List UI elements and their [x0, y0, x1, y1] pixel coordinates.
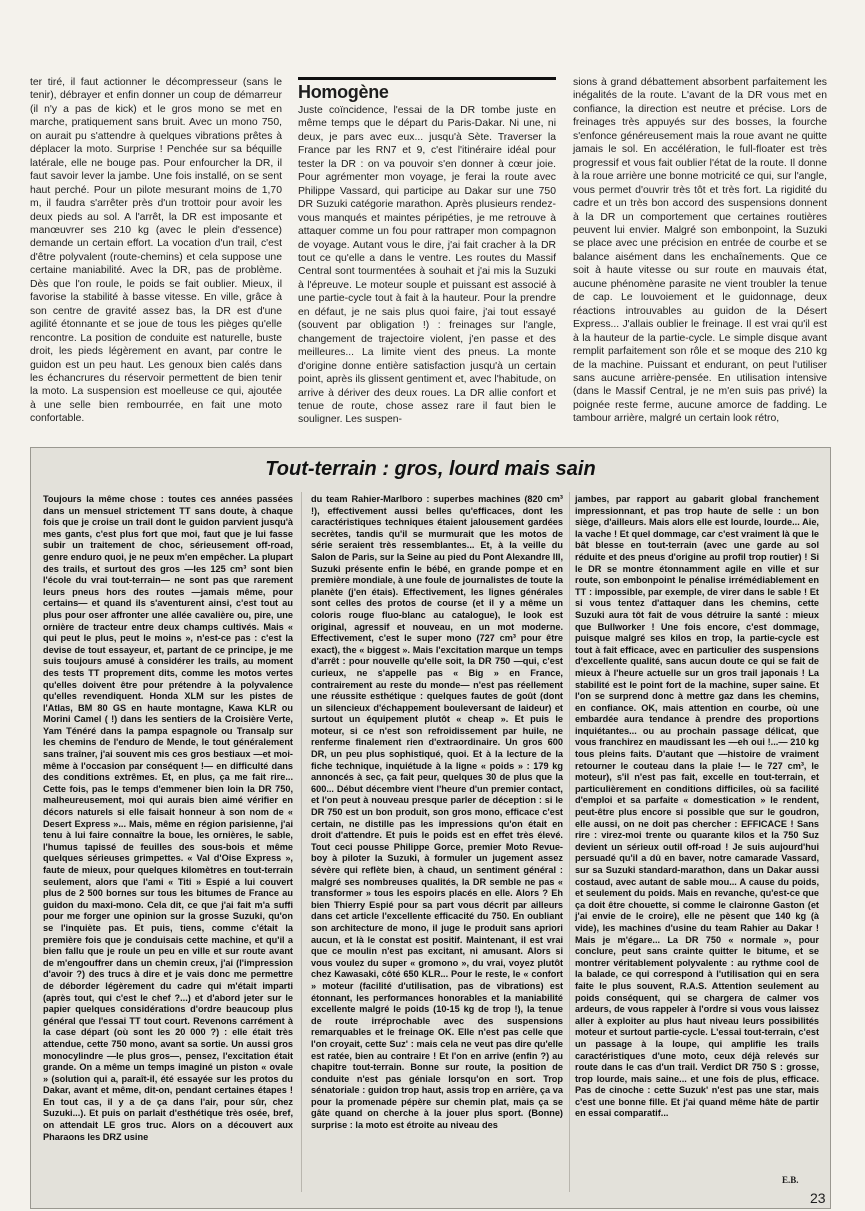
column-divider — [569, 492, 570, 1192]
sidebar-column-2 — [311, 494, 563, 1132]
article-text-col3: sions à grand débattement absorbent parfaitement les inégalités de la route. L'avant de la DR vous met en confiance, la direction est neutre et précise. Lors de freinages très appuyés sur des bosses, la fourche s'enfonce généreusement mais la roue avant ne quitte jamais le sol. En accélération, le full-floater est très progressif et vous fait oublier l'état de la route. Il donne à la roue arrière une bonne motricité ce qui, sur l'angle, vous permet d'ouvrir très tôt et très fort. La rigidité du cadre et un très bon accord des suspensions donnent à la DR un comportement que certaines routières peuvent lui envier. Malgré son embonpoint, la Suzuki se place avec une précision en entrée de courbe et se balance aisément dans les enchaînements. Que ce soit à haute vitesse ou sur route en mauvais état, aucune phénomène parasite ne vient troubler la tenue de cap. Le louvoiement et le guidonnage, deux réactions introuvables au guidon de la Désert Express... J'allais oublier le freinage. Il est vrai qu'il est à la hauteur de la partie-cycle. Le simple disque avant remplit parfaitement son rôle et se moque des 210 kg de la machine. Puissant et endurant, on peut l'utiliser sans aucune arrière-pensée. En utilisation intensive (dans le Massif Central, je ne m'en suis pas privé) la poignée reste ferme, aucune amorce de fadding. Le tambour arrière, malgré un certain look rétro, — [573, 77, 827, 425]
article-text-col2: Juste coïncidence, l'essai de la DR tombe juste en même temps que le départ du Paris-Dakar. Ni une, ni deux, je pars avec eux... jusqu'à Sète. Traverser la France par les RN7 et 9, c'est l'itinéraire idéal pour tester la DR : on va pouvoir s'en donner à cœur joie. Pour agrémenter mon voyage, je ferai la route avec Philippe Vassard, qui participe au Dakar sur une 750 DR Suzuki catégorie marathon. Après plusieurs rendez-vous manqués et maintes péripéties, je me retrouve à attaquer comme un fou pour rattraper mon compagnon de voyage. Autant vous le dire, j'ai fait cracher à la DR tout ce qu'elle a dans le ventre. Les routes du Massif Central sont tourmentées à souhait et j'ai mis la Suzuki à l'épreuve. Le moteur souple et puissant est associé à une partie-cycle tout à fait à la hauteur. Pour la prendre en défaut, je ne sais plus quoi faire, j'ai tout essayé (souvent par obligation !) : freinages sur l'angle, changement de trajectoire violent, j'en passe et des meilleures... La limite vient des pneus. La monte d'origine donne entière satisfaction jusqu'à un certain point, après ils glissent gentiment et, avec l'habitude, on arrive à dériver des deux roues. La DR allie confort et tenue de route, chose assez rare il faut bien le souligner. Les suspen- — [298, 105, 556, 426]
section-heading-text: Homogène — [298, 82, 389, 102]
article-column-3 — [573, 76, 827, 426]
author-signature: E.B. — [782, 1175, 799, 1185]
sidebar-column-1 — [43, 494, 293, 1143]
column-divider — [301, 492, 302, 1192]
article-text-col1: ter tiré, il faut actionner le décompresseur (sans le tenir), débrayer et enfin donner un coup de démarreur (il n'y a pas de kick) et le gros mono se met en marche, pratiquement sans bruit. Avec un mono 750, on aurait pu s'attendre à quelques vibrations prêtes à déplacer la moto. Surprise ! Penchée sur sa béquille latérale, elle ne bouge pas. Pour enfourcher la DR, il faut savoir lever la jambe. Une fois installé, on se sent haut perché. Pour un pilote mesurant moins de 1,70 m, il faudra s'arrêter près d'un trottoir pour avoir les deux pieds au sol. A l'arrêt, la DR est imposante et manœuvrer ses 210 kg (avec le plein d'essence) demande un certain effort. La vocation d'un trail, c'est d'être polyvalent (route-chemins) et cela suppose une certaine maniabilité. Avec la DR, pas de problème. Dès que l'on roule, le poids se fait oublier. Mieux, il favorise la stabilité à basse vitesse. En ville, grâce à son centre de gravité assez bas, la DR est d'une agilité étonnante et se joue de tous les pièges qu'elle rencontre. La position de conduite est naturelle, buste droit, les pieds légèrement en avant, par contre le guidon est un peu haut. Les genoux bien calés dans les échancrures du réservoir permettent de bien tenir la moto. La suspension est moelleuse ce qui, ajoutée à une selle bien rembourrée, en fait une moto confortable. — [30, 77, 282, 425]
article-column-2 — [298, 104, 556, 427]
sidebar-text-col2: du team Rahier-Marlboro : superbes machines (820 cm³ !), effectivement aussi belles qu'efficaces, dont les caractéristiques techniques étaient jalousement gardées secrètes, tandis qu'il se murmurait que les motos de série seraient très ressemblantes... Et, à la veille du Salon de Paris, sur la Seine au pied du Pont Alexandre III, Suzuki présente enfin le bébé, en grande pompe et en première mondiale, à une foule de journalistes de toute la planète (j'en étais). Effectivement, les lignes générales sont celles des protos de course (et il y a même un coloris rouge fluo-blanc au catalogue), le look est original, agressif et nouveau, en un mot moderne. Effectivement, c'est le super mono (727 cm³ pour être exact), the « biggest ». Mais l'excitation marque un temps d'arrêt : pour nouvelle qu'elle soit, la DR 750 —qui, c'est curieux, ne s'appelle pas « Big » en France, contrairement au reste du monde— n'est pas réellement une réussite esthétique : quelques fautes de goût (dont un silencieux d'échappement bouleversant de laideur) et surtout un équipement plutôt « cheap ». Et puis le moteur, si ce n'est son refroidissement par huile, ne renferme finalement rien d'extraordinaire. Un gros 600 DR, un peu plus sophistiqué, quoi. Et à la lecture de la fiche technique, inquiétude à la ligne « poids » : 179 kg annoncés à sec, ça fait peur, quelques 30 de plus que la 600... Début décembre vient l'heure d'un premier contact, et l'on peut à nouveau presque parler de déception : si le DR 750 est un bon produit, son gros mono, efficace c'est certain, ne distille pas les impressions qu'on était en droit d'attendre. Et puis le poids est en effet très élevé. Tout ceci pousse Philippe Gorce, premier Moto Revue-boy à piloter la Suzuki, à formuler un jugement assez sévère qui reflète bien, à chaud, un sentiment général : malgré ses nombreuses qualités, la DR semble ne pas « transformer » tous les espoirs placés en elle. Alors ? Eh bien Thierry Espié pour sa part vous décrit par ailleurs dans cet article l'excellente efficacité du 750. En oubliant son architecture de mono, il juge le produit sans apriori aucun, et là le constat est positif. Maintenant, il est vrai que ce moulin n'est pas excitant, ni amusant. Alors si vous voulez du super « gromono », du vrai, voyez plutôt chez Kawasaki, côté 650 KLR... Pour le reste, le « confort » moteur (facilité d'utilisation, pas de vibrations) est étonnant, les performances honorables et la maniabilité excellente malgré le poids (10-15 kg de trop !), la tenue de route irréprochable avec des suspensions remarquables et le freinage OK. Elle n'est pas celle que l'on croyait, cette Suz' : mais cela ne veut pas dire qu'elle est ratée, bien au contraire ! Et l'on en arrive (enfin ?) au chapitre tout-terrain. Bonne sur route, la position de conduite n'est pas géniale lorsqu'on en sort. Trop sénatoriale : guidon trop haut, assis trop en arrière, ça va pour la promenade pépère sur chemin plat, mais ça se gâte quand on cherche à la jouer plus sport. (Bonne) surprise : la moto est étroite au niveau des — [311, 494, 563, 1131]
section-heading — [298, 77, 556, 104]
article-column-1 — [30, 76, 282, 426]
sidebar-box — [30, 447, 831, 1209]
page-number: 23 — [810, 1190, 826, 1206]
sidebar-text-col1: Toujours la même chose : toutes ces années passées dans un mensuel strictement TT sans doute, à chaque fois que je croise un trail dont le guidon parvient jusqu'à mes gants, c'est plus fort que moi, faut que je lui fasse subir un traitement de choc, sérieusement off-road, genre enduro quoi, je ne peux m'en empêcher. La plupart des trails, et surtout des gros —les 125 cm³ sont bien l'école du vrai tout-terrain— ne sont pas que rarement leurs pneus hors des routes —jamais même, pour certains— et quand ils s'aventurent ainsi, c'est tout au plus pour oser affronter une allée cavalière ou, pire, une ornière de tracteur entre deux champs cultivés. Mais « qui peut le plus, peut le moins », n'est-ce pas : c'est la devise de tout essayeur, et, partant de ce principe, je me suis toujours amusé à considérer les trails, au moment des tests TT proprement dits, comme les motos vertes qu'elles doivent être pour prétendre à la polyvalence qu'elles revendiquent. Honda XLM sur les pistes de l'Atlas, BM 80 GS en haute montagne, Kawa KLR ou Morini Camel ( !) dans les sentiers de la Croisière Verte, Yam Ténéré dans la pampa espagnole ou Transalp sur les chemins de l'enduro de Mende, le tout généralement sans traîner, j'ai souvent mis ces gros bestiaux —et moi-même à l'occasion par conséquent !— en difficulté dans des conditions extrêmes. Et, en plus, ça me fait rire... Cette fois, pas le temps d'emmener bien loin la DR 750, malheureusement, moi qui aurais bien aimé vérifier en décors naturels si elle faisait honneur à son nom de « Desert Express »... Mais, même en région parisienne, j'ai tenu à lui faire connaître la boue, les ornières, le sable, l'humus tapissé de feuilles des sous-bois et même quelques sérieuses grimpettes. « Val d'Oise Express », faute de mieux, pour quelques kilomètres en tout-terrain seulement, alors que l'ami « Titi » Espié a lui couvert plus de 2 500 bornes sur tous les bitumes de France au guidon du maxi-mono. Cela dit, ce que j'ai fait m'a suffi pour me forger une opinion sur la grosse Suzuki, qu'on se l'inquiète pas. Et puis, tiens, comme c'était la première fois que je conduisais cette machine, et qu'il a bien fallu que je roule un peu en ville et sur route avant de m'engouffrer dans un chemin creux, j'ai (l'impression d'avoir ?) des trucs à dire et je vais donc me permettre de déborder légèrement du cadre qui m'était imparti (après tout, qui c'est le chef ?...) et d'abord jeter sur le papier quelques considérations d'ordre beaucoup plus général que l'essai TT tout court. Revenons carrément à la case départ (où sont les 20 000 ?) : elle était très attendue, cette 750 mono, avant sa sortie. Un aussi gros monocylindre —le plus gros—, pensez, l'excitation était grande. On a même un temps imaginé un piston « ovale » (solution qui a, paraît-il, été essayée sur les protos du Dakar, avant et même, dit-on, pendant certaines étapes ! En tout cas, il y a de ça dans l'air, pour sûr, chez Suzuki...). Et puis on parlait d'esthétique très osée, bref, on attendait LE gros truc. Alors on a découvert aux Pharaons les DRZ usine — [43, 494, 293, 1142]
sidebar-text-col3: jambes, par rapport au gabarit global franchement impressionnant, et pas trop haute de selle : un bon siège, d'ailleurs. Mais alors elle est lourde, lourde... Aie, la vache ! Et quel dommage, car c'est vraiment là que le bât blesse en tout-terrain (avec une garde au sol réduite et des pneus d'origine au profil trop routier) ! Si le DR se montre étonnamment agile en ville et sur route, son embonpoint le pénalise irrémédiablement en TT : impossible, par exemple, de virer dans le sable ! Et si vous tentez d'attaquer dans les chemins, cette Suzuki aura tôt fait de vous détruire la santé : mieux que Bullworker ! Une fois encore, c'est dommage, puisque malgré ses kilos en trop, la partie-cycle est tout à fait efficace, avec en particulier des suspensions d'excellente qualité, sans aucun doute ce qui se fait de mieux à l'heure actuelle sur un gros trail japonais ! La stabilité est le point fort de la machine, super saine. Et l'on se surprend donc à mettre gaz dans les chemins, en confiance. OK, mais attention en courbe, où une embardée aura tendance à prendre des proportions inquiétantes... ou au prochain passage délicat, que vous franchirez en maudissant les —eh oui !...— 210 kg tous pleins faits. D'autant que —histoire de vraiment retourner le couteau dans la plaie !— le 727 cm³, le moteur), s'il n'est pas fait, excelle en tout-terrain, et particulièrement en conditions difficiles, où sa facilité d'emploi et sa parfaite « domestication » le rendent, peut-être plus encore si possible que sur le goudron, elle aussi, on ne doit pas chercher : EFFICACE ! Sans rire : virez-moi trente ou quarante kilos et la 750 Suz devient un sérieux outil off-road ! Je suis aujourd'hui persuadé qu'il a dû en baver, notre camarade Vassard, sur sa Suzuki standard-marathon, dans un Dakar aussi costaud, avec autant de sable mou... A cause du poids, et seulement du poids. Mais en revanche, qu'est-ce que ça doit être chouette, si comme le claironne Gaston (et j'ai envie de le croire), elle ne pèsent que 140 kg (à vide), les machines d'usine du team Rahier au Dakar ! Mais je m'égare... La DR 750 « normale », pour conclure, peut sans crainte quitter le bitume, et se montrer véritablement polyvalente : au rythme cool de la balade, ce qui correspond à l'utilisation qui en sera faite le plus souvent, R.A.S. Attention seulement au poids conséquent, qui se chargera de calmer vos ardeurs, de vous rappeler à l'ordre si vous vous laissez aller à exploiter au plus haut niveau leurs possibilités moteur et surtout partie-cycle. L'essai tout-terrain, c'est un passage à la loupe, qui amplifie les trails caractéristiques d'une moto, ceux déjà relevés sur route dans le cas d'un trail. Verdict DR 750 S : grosse, trop lourde, mais saine... et une fois de plus, efficace. Pas de cinoche : cette Suzuk' n'est pas une star, mais c'est une bonne fille. Et j'ai quand même hâte de partir en essai comparatif... — [575, 494, 819, 1119]
sidebar-column-3 — [575, 494, 819, 1120]
sidebar-title: Tout-terrain : gros, lourd mais sain — [265, 458, 596, 480]
